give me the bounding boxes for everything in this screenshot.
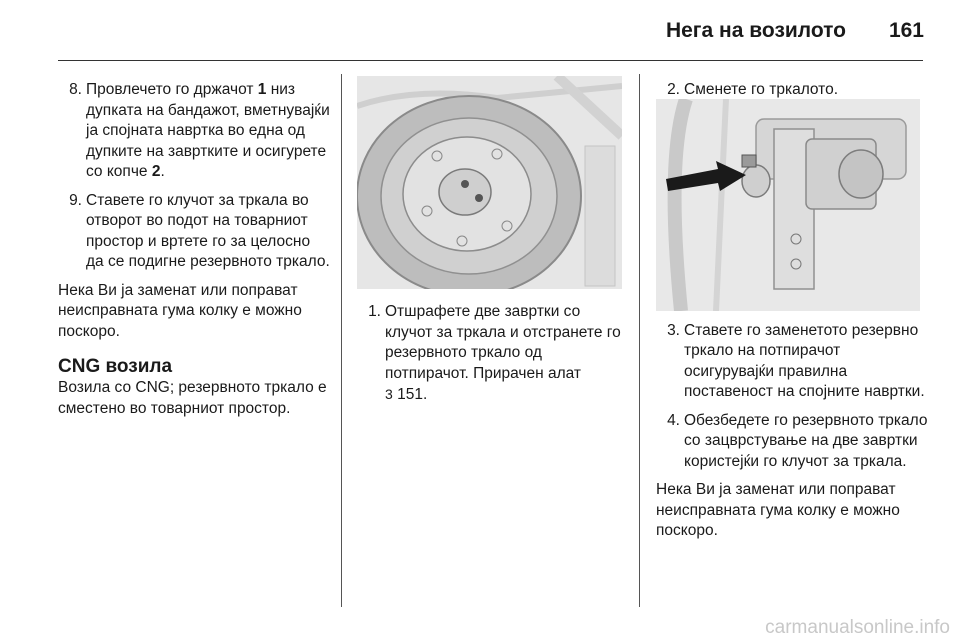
step-text: Ставете го клучот за тркала во отворот во подот на товарниот простор и вртете го за целосно да се подигне резервното тркало.	[86, 191, 330, 270]
column-divider-right	[639, 74, 640, 607]
section-heading: CNG возила	[58, 356, 173, 377]
step-text-part: Отшрафете две завртки со клучот за тркала и отстранете го резервното тркало од потпирачот. Прирачен алат	[385, 303, 621, 382]
step-number: 9.	[69, 191, 82, 209]
step-8	[58, 80, 330, 183]
step-text: Ставете го заменетото резервно тркало на потпирачот осигурувајќи правилна поставеност на спојните навртки.	[684, 321, 925, 400]
step-number: 8.	[69, 81, 82, 98]
callout-number: 1	[257, 81, 267, 98]
step-text: Сменете го тркалото.	[684, 81, 839, 98]
page-reference: 151.	[392, 386, 428, 403]
page-reference-icon: 3	[385, 386, 393, 402]
step-text-part: низ дупката на бандажот, вметнувајќи ја спојната наврткa во една од дупките на завртките и осигурете со копче	[86, 81, 330, 180]
column-divider-left	[341, 74, 342, 607]
column-1	[58, 80, 330, 427]
spare-wheel-illustration	[357, 76, 622, 289]
step-text-part: .	[160, 163, 165, 180]
step-text	[86, 80, 330, 183]
step-number: 2.	[667, 81, 680, 98]
header-divider	[58, 60, 923, 61]
watermark: carmanualsonline.info	[765, 617, 950, 638]
spare-wheel-drawing	[357, 76, 622, 289]
step-text-part: Провлечето го држачот	[86, 81, 258, 98]
step-number: 1.	[368, 303, 381, 320]
wheel-carrier-drawing	[656, 99, 920, 311]
step-4	[656, 411, 928, 473]
step-3	[656, 321, 928, 403]
note-paragraph: Нека Ви ја заменат или поправат неисправната гума колку е можно поскоро.	[656, 481, 900, 539]
page-number: 161	[888, 19, 924, 42]
wheel-carrier-illustration	[656, 99, 920, 311]
column-2	[357, 302, 625, 414]
page-header-title: Нега на возилото	[665, 19, 846, 42]
step-1	[357, 302, 625, 406]
step-text	[385, 302, 625, 406]
step-text: Обезбедете го резервното тркало со зацврстување на две завртки користејќи го клучот за тркала.	[684, 411, 928, 470]
step-9	[58, 191, 330, 273]
cng-paragraph: Возила со CNG; резервното тркало е сместено во товарниот простор.	[58, 379, 327, 417]
step-number: 3.	[667, 321, 680, 339]
step-2	[656, 80, 928, 101]
step-number: 4.	[667, 411, 680, 429]
note-paragraph: Нека Ви ја заменат или поправат неисправната гума колку е можно поскоро.	[58, 281, 302, 340]
callout-number: 2	[151, 163, 161, 180]
